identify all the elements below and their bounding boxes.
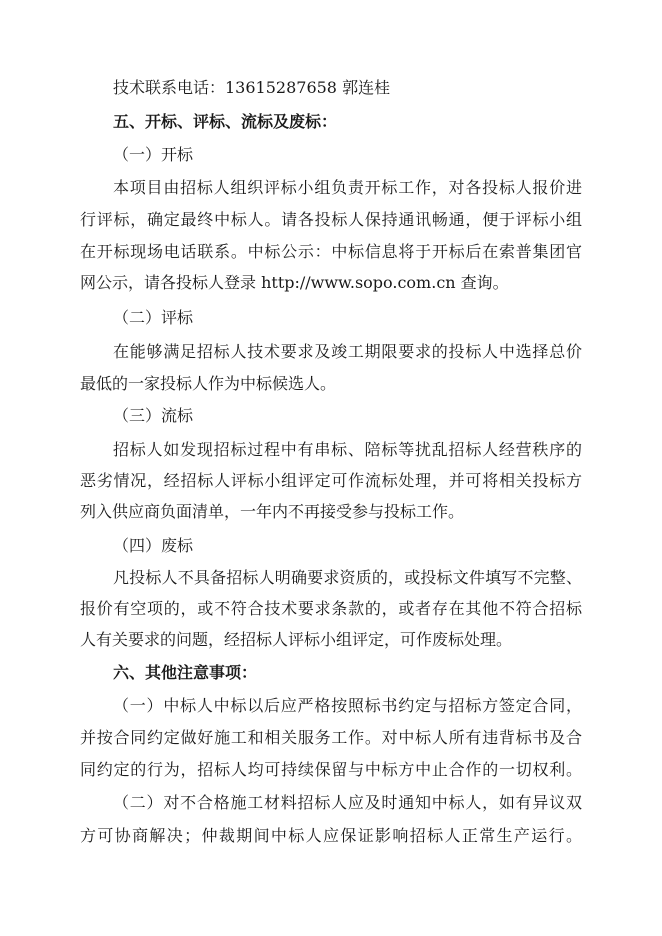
paragraph-line: 并按合同约定做好施工和相关服务工作。对中标人所有违背标书及合: [80, 728, 582, 747]
subheading-failed-bid: （三）流标: [113, 406, 194, 425]
paragraph-line: 行评标，确定最终中标人。请各投标人保持通讯畅通，便于评标小组: [80, 210, 582, 229]
paragraph-line: 列入供应商负面清单，一年内不再接受参与投标工作。: [80, 502, 465, 521]
section-heading-6: 六、其他注意事项：: [113, 663, 258, 682]
paragraph-line: 在能够满足招标人技术要求及竣工期限要求的投标人中选择总价: [113, 342, 582, 361]
paragraph-line: 报价有空项的，或不符合技术要求条款的，或者存在其他不符合招标: [80, 599, 582, 618]
paragraph-line: 恶劣情况，经招标人评标小组评定可作流标处理，并可将相关投标方: [80, 471, 582, 490]
subheading-evaluation: （二）评标: [113, 308, 194, 327]
paragraph-line: 凡投标人不具备招标人明确要求资质的，或投标文件填写不完整、: [113, 568, 582, 587]
paragraph-line: 同约定的行为，招标人均可持续保留与中标方中止合作的一切权利。: [80, 760, 582, 779]
paragraph-line: 在开标现场电话联系。中标公示：中标信息将于开标后在索普集团官: [80, 242, 582, 261]
subheading-bid-opening: （一）开标: [113, 145, 194, 164]
paragraph-line: 方可协商解决；仲裁期间中标人应保证影响招标人正常生产运行。: [80, 826, 582, 845]
paragraph-line: 人有关要求的问题，经招标人评标小组评定，可作废标处理。: [80, 630, 513, 649]
paragraph-line: 最低的一家投标人作为中标候选人。: [80, 374, 337, 393]
paragraph-line: 招标人如发现招标过程中有串标、陪标等扰乱招标人经营秩序的: [113, 440, 582, 459]
subheading-invalid-bid: （四）废标: [113, 536, 194, 555]
tech-contact-line: 技术联系电话：13615287658 郭连桂: [113, 78, 391, 97]
section-heading-5: 五、开标、评标、流标及废标：: [113, 112, 338, 131]
paragraph-line: （一）中标人中标以后应严格按照标书约定与招标方签定合同，: [113, 696, 582, 715]
paragraph-line: 本项目由招标人组织评标小组负责开标工作，对各投标人报价进: [113, 178, 582, 197]
paragraph-line: （二）对不合格施工材料招标人应及时通知中标人，如有异议双: [113, 793, 582, 812]
paragraph-line: 网公示，请各投标人登录 http://www.sopo.com.cn 查询。: [80, 273, 509, 292]
